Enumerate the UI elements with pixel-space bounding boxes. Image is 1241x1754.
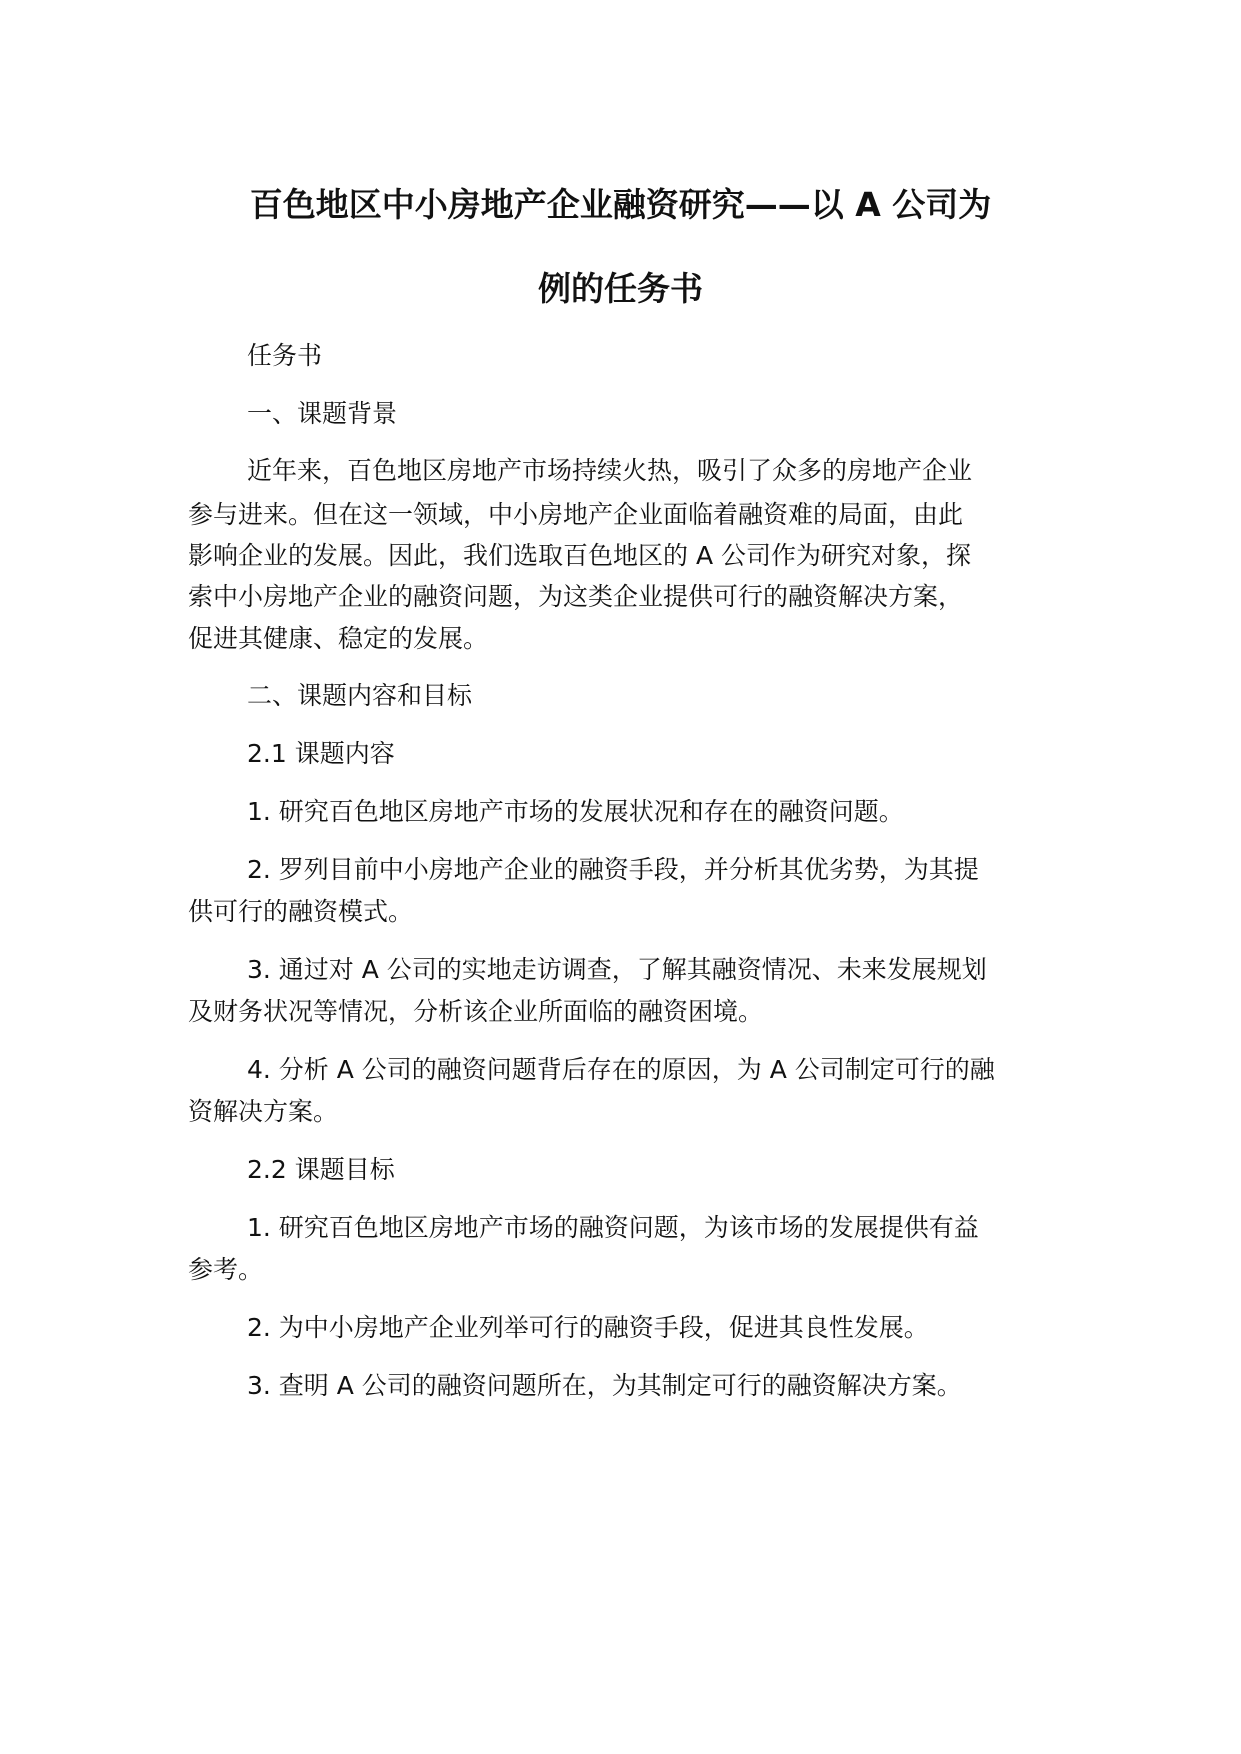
content-item-line: 3. 通过对 A 公司的实地走访调查，了解其融资情况、未来发展规划 [247, 955, 987, 984]
content-item-line: 2. 罗列目前中小房地产企业的融资手段，并分析其优劣势，为其提 [247, 855, 979, 884]
subsection-2-1-heading: 2.1 课题内容 [247, 739, 395, 768]
section-1-paragraph-line: 影响企业的发展。因此，我们选取百色地区的 A 公司作为研究对象，探 [188, 541, 971, 570]
section-1-paragraph-line: 近年来，百色地区房地产市场持续火热，吸引了众多的房地产企业 [247, 456, 973, 485]
document-title-line-2: 例的任务书 [538, 269, 703, 308]
document-title-line-1: 百色地区中小房地产企业融资研究——以 A 公司为 [249, 185, 992, 224]
content-item-line: 4. 分析 A 公司的融资问题背后存在的原因，为 A 公司制定可行的融 [247, 1055, 995, 1084]
section-1-paragraph-line: 参与进来。但在这一领域，中小房地产企业面临着融资难的局面，由此 [188, 500, 964, 529]
goal-item-line: 参考。 [188, 1255, 264, 1284]
goal-item-line: 3. 查明 A 公司的融资问题所在，为其制定可行的融资解决方案。 [247, 1371, 962, 1400]
section-1-heading: 一、课题背景 [247, 399, 398, 428]
goal-item-line: 2. 为中小房地产企业列举可行的融资手段，促进其良性发展。 [247, 1313, 929, 1342]
section-1-paragraph-line: 促进其健康、稳定的发展。 [188, 624, 489, 653]
content-item-line: 1. 研究百色地区房地产市场的发展状况和存在的融资问题。 [247, 797, 904, 826]
content-item-line: 资解决方案。 [188, 1097, 339, 1126]
goal-item-line: 1. 研究百色地区房地产市场的融资问题，为该市场的发展提供有益 [247, 1213, 979, 1242]
subsection-2-2-heading: 2.2 课题目标 [247, 1155, 395, 1184]
content-item-line: 供可行的融资模式。 [188, 897, 414, 926]
section-2-heading: 二、课题内容和目标 [247, 681, 473, 710]
task-heading: 任务书 [247, 341, 323, 370]
content-item-line: 及财务状况等情况，分析该企业所面临的融资困境。 [188, 997, 764, 1026]
section-1-paragraph-line: 索中小房地产企业的融资问题，为这类企业提供可行的融资解决方案， [188, 582, 964, 611]
